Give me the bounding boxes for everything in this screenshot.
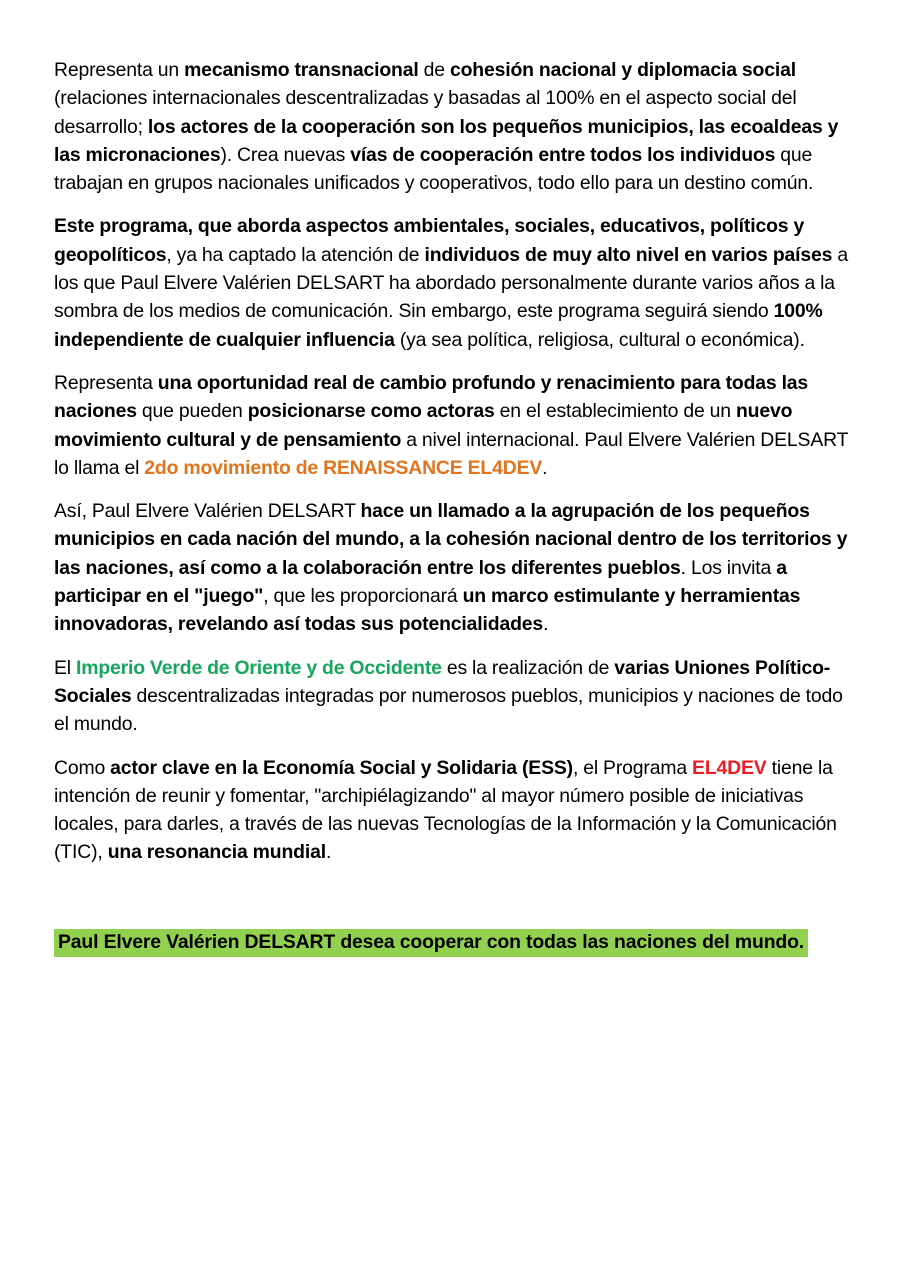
paragraph-4 (54, 497, 851, 638)
text-run: , el Programa (572, 756, 693, 779)
text-run: actor clave en la Economía Social y Solidaria (ESS) (110, 756, 573, 779)
text-run: tiene la intención de reunir y fomentar, "archipiélagizando" al mayor número posible de iniciativas locales, para darles, a través de las nuevas Tecnologías de la Información y la Comunicación (TIC), (54, 756, 837, 864)
paragraph-3 (54, 369, 851, 482)
text-run: . (325, 841, 332, 864)
text-run: descentralizadas integradas por numerosos pueblos, municipios y naciones de todo el mundo. (54, 684, 843, 736)
text-run: cohesión nacional y diplomacia social (449, 59, 796, 81)
closing-statement-text: Paul Elvere Valérien DELSART desea cooperar con todas las naciones del mundo. (54, 929, 808, 957)
text-run: (ya sea política, religiosa, cultural o económica). (394, 328, 805, 351)
paragraph-5 (54, 654, 851, 739)
document-body (54, 56, 851, 957)
empty-paragraph-spacer (54, 867, 851, 929)
text-run: los actores de la cooperación son los pequeños municipios, las ecoaldeas y las micronaciones (54, 115, 839, 166)
text-run: , revelando así todas sus potencialidades (167, 613, 544, 636)
text-run: posicionarse como actoras (247, 400, 495, 423)
paragraph-6 (54, 754, 851, 867)
text-run: que trabajan en grupos nacionales unificados y cooperativos, todo ello para un destino común. (54, 143, 814, 195)
text-run: de (418, 59, 450, 81)
text-run: nuevo movimiento cultural y de pensamiento (54, 400, 793, 451)
text-run: Representa un (54, 59, 185, 81)
text-run: Este programa, que aborda aspectos ambientales, sociales, educativos, políticos y geopolíticos (54, 215, 805, 266)
text-run: Imperio Verde de Oriente y de Occidente (75, 656, 442, 679)
paragraph-1 (54, 56, 851, 197)
text-run: que pueden (136, 400, 248, 423)
text-run: mecanismo transnacional (184, 59, 419, 81)
text-run: 100% independiente de cualquier influencia (54, 300, 823, 351)
text-run: en el establecimiento de un (494, 400, 736, 423)
text-run: hace un llamado a la agrupación de los pequeños municipios en cada nación del mundo, a la cohesión nacional dentro de los territorios y las naciones, así como a la colaboración entre los diferentes pueblos (54, 500, 848, 579)
text-run: , que les proporcionará (263, 585, 463, 608)
text-run: EL4DEV (692, 756, 767, 779)
text-run: , ya ha captado la atención de (166, 243, 425, 266)
text-run: una resonancia mundial (107, 841, 326, 864)
text-run: El (54, 656, 76, 679)
text-run: Así, Paul Elvere Valérien DELSART (54, 500, 361, 523)
text-run: una oportunidad real de cambio profundo y renacimiento para todas las naciones (54, 371, 809, 423)
text-run: 2do movimiento de RENAISSANCE EL4DEV (144, 456, 543, 479)
text-run: . Los invita (680, 556, 777, 579)
text-run: (relaciones internacionales descentralizadas y basadas al 100% en el aspecto social del desarrollo; (54, 87, 797, 138)
text-run: varias Uniones Político-Sociales (54, 656, 831, 707)
text-run: . (543, 613, 549, 636)
text-run: Representa (54, 371, 158, 394)
paragraph-2 (54, 212, 851, 353)
text-run: ). Crea nuevas (220, 143, 351, 166)
text-run: vías de cooperación entre todos los individuos (350, 143, 776, 166)
text-run: a participar en el "juego" (54, 556, 787, 608)
text-run: . (542, 456, 548, 479)
text-run: individuos de muy alto nivel en varios países (424, 243, 833, 266)
text-run: a los que Paul Elvere Valérien DELSART ha abordado personalmente durante varios años a la sombra de los medios de comunicación. Sin embargo, este programa seguirá siendo (54, 243, 848, 323)
text-run: es la realización de (441, 656, 615, 679)
closing-statement-banner (54, 929, 851, 957)
text-run: un marco estimulante y herramientas innovadoras (54, 585, 801, 636)
text-run: a nivel internacional. Paul Elvere Valérien DELSART lo llama el (54, 428, 848, 479)
text-run: Como (54, 756, 111, 779)
